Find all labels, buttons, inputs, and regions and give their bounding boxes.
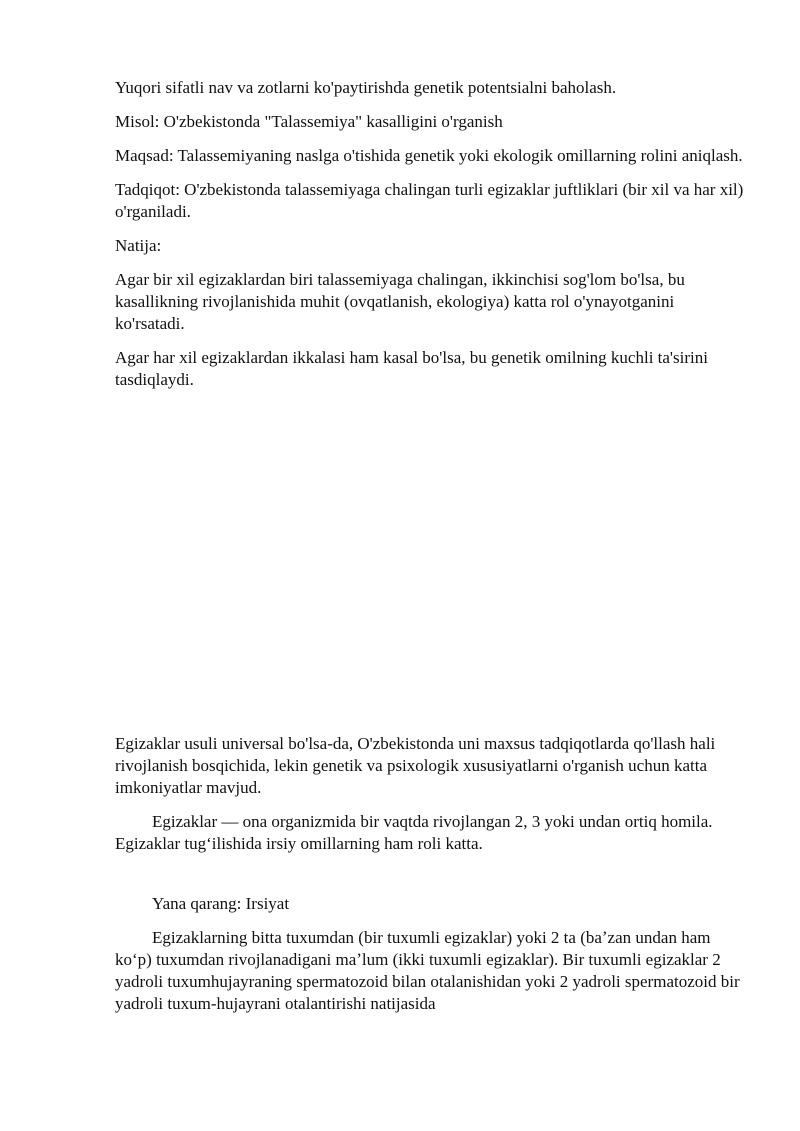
paragraph-result-fraternal-twins: Agar har xil egizaklardan ikkalasi ham kasal bo'lsa, bu genetik omilning kuchli ta'sirini tasdiqlaydi. [115,348,708,389]
middle-text-section [115,733,745,855]
paragraph-potential-assessment: Yuqori sifatli nav va zotlarni ko'paytirishda genetik potentsialni baholash. [115,78,617,97]
paragraph-research: Tadqiqot: O'zbekistonda talassemiyaga chalingan turli egizaklar juftliklari (bir xil va har xil) o'rganiladi. [115,180,744,221]
bottom-text-section [115,893,745,1015]
paragraph-goal: Maqsad: Talassemiyaning naslga o'tishida genetik yoki ekologik omillarning rolini aniqlash. [115,146,743,165]
paragraph-see-also: Yana qarang: Irsiyat [152,894,290,913]
paragraph-example-thalassemia: Misol: O'zbekistonda "Talassemiya" kasalligini o'rganish [115,112,503,131]
paragraph-result-heading: Natija: [115,236,162,255]
paragraph-twin-method-uzbekistan: Egizaklar usuli universal bo'lsa-da, O'zbekistonda uni maxsus tadqiqotlarda qo'llash hali rivojlanish bosqichida, lekin genetik va psixologik xususiyatlarni o'rganish uchun katta imkoniyatlar mavjud. [115,734,716,797]
paragraph-twin-origin: Egizaklarning bitta tuxumdan (bir tuxumli egizaklar) yoki 2 ta (baʼzan undan ham koʻp) tuxumdan rivojlanadigani maʼlum (ikki tuxumli egizaklar). Bir tuxumli egizaklar 2 yadroli tuxumhujayraning spermatozoid bilan otalanishidan yoki 2 yadroli spermatozoid bir yadroli tuxum-hujayrani otalantirishi natijasida [115,928,740,1013]
paragraph-result-identical-twins: Agar bir xil egizaklardan biri talassemiyaga chalingan, ikkinchisi sog'lom bo'lsa, bu kasallikning rivojlanishida muhit (ovqatlanish, ekologiya) katta rol o'ynayotganini ko'rsatadi. [115,270,685,333]
paragraph-twins-definition: Egizaklar — ona organizmida bir vaqtda rivojlangan 2, 3 yoki undan ortiq homila. Egizaklar tug‘ilishida irsiy omillarning ham roli katta. [115,812,713,853]
top-text-section [115,77,745,391]
